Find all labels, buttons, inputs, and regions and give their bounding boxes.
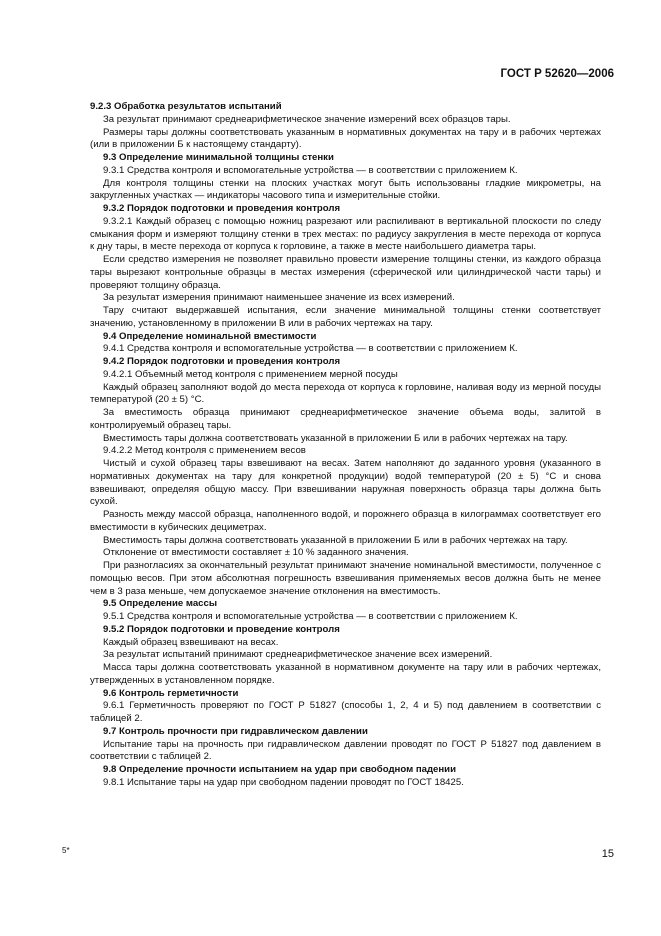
paragraph: Каждый образец заполняют водой до места перехода от корпуса к горловине, наливая воду из мерной посуды температурой (20 ± 5) °С. [90,381,601,406]
paragraph: 9.3.1 Средства контроля и вспомогательные устройства — в соответствии с приложением К. [103,164,518,176]
paragraph: Разность между массой образца, наполненного водой, и порожнего образца в килограммах соответствует его вместимости в кубических дециметрах. [90,509,601,533]
section-heading: 9.4.2 Порядок подготовки и проведения контроля [103,356,341,367]
paragraph: Для контроля толщины стенки на плоских участках могут быть использованы гладкие микрометры, на закругленных участках — индикаторы часового типа и измерительные стойки. [90,177,601,202]
paragraph: 9.4.2.1 Объемный метод контроля с применением мерной посуды [103,368,398,380]
paragraph: Каждый образец взвешивают на весах. [103,636,279,648]
section-heading: 9.8 Определение прочности испытанием на удар при свободном падении [103,764,456,775]
section-heading: 9.6 Контроль герметичности [103,687,239,699]
paragraph: За результат измерения принимают наименьшее значение из всех измерений. [103,292,455,304]
sheet-mark: 5* [62,846,70,855]
section-heading: 9.5.2 Порядок подготовки и проведение контроля [103,623,340,635]
paragraph: Вместимость тары должна соответствовать указанной в приложении Б или в рабочих чертежах на тару. [103,432,568,444]
section-heading: 9.4 Определение номинальной вместимости [103,330,317,342]
paragraph: Чистый и сухой образец тары взвешивают на весах. Затем наполняют до заданного уровня (указанного в нормативных документах на тару для конкретной продукции) водой температурой (20 ± 5) °С и снова взвешивают, определяя общую массу. При взвешивании наружная поверхность образца тары должна быть сухой. [90,458,601,508]
paragraph: За результат испытаний принимают среднеарифметическое значение всех измерений. [103,649,493,661]
paragraph: Тару считают выдержавшей испытания, если значение минимальной толщины стенки соответствует значению, установленному в приложении В или в рабочих чертежах на тару. [90,305,601,329]
paragraph: 9.8.1 Испытание тары на удар при свободном падении проводят по ГОСТ 18425. [103,776,464,788]
paragraph: Отклонение от вместимости составляет ± 10 % заданного значения. [103,547,409,559]
section-heading: 9.5 Определение массы [103,598,218,610]
paragraph: Если средство измерения не позволяет правильно провести измерение толщины стенки, из каждого образца тары вырезают контрольные образцы в местах измерения (сферической или цилиндрической части тары) и проверяют толщину образца. [90,254,601,291]
paragraph: При разногласиях за окончательный результат принимают значение номинальной вместимости, полученное с помощью весов. При этом абсолютная погрешность взвешивания применяемых весов должна быть не менее чем в 3 раза меньше, чем допускаемое значение отклонения на вместимость. [90,560,601,597]
section-heading: 9.7 Контроль прочности при гидравлическом давлении [103,725,368,737]
section-heading: 9.3.2 Порядок подготовки и проведения контроля [103,203,341,214]
paragraph: 9.5.1 Средства контроля и вспомогательные устройства — в соответствии с приложением К. [103,611,518,622]
paragraph: 9.4.1 Средства контроля и вспомогательные устройства — в соответствии с приложением К. [103,343,518,355]
paragraph: 9.6.1 Герметичность проверяют по ГОСТ Р 51827 (способы 1, 2, 4 и 5) под давлением в соответствии с таблицей 2. [90,700,601,724]
paragraph: 9.4.2.2 Метод контроля с применением весов [103,445,306,457]
section-heading: 9.2.3 Обработка результатов испытаний [90,101,282,112]
paragraph: За результат принимают среднеарифметическое значение измерений всех образцов тары. [103,113,511,125]
paragraph: Размеры тары должны соответствовать указанным в нормативных документах на тару и в рабочих чертежах (или в приложении Б к настоящему стандарту). [90,126,601,151]
paragraph: Испытание тары на прочность при гидравлическом давлении проводят по ГОСТ Р 51827 под давлением в соответствии с таблицей 2. [90,738,601,763]
paragraph: 9.3.2.1 Каждый образец с помощью ножниц разрезают или распиливают в вертикальной плоскости по следу смыкания форм и измеряют толщину стенки в трех местах: по радиусу закругления в месте перехода от корпуса к дну тары, в месте перехода от корпуса к горловине, а также в месте наибольшего диаметра тары. [90,215,601,253]
page-number: 15 [601,848,614,860]
section-heading: 9.3 Определение минимальной толщины стенки [103,152,334,163]
document-body [90,101,601,790]
paragraph: Вместимость тары должна соответствовать указанной в приложении Б или в рабочих чертежах на тару. [103,534,568,546]
paragraph: Масса тары должна соответствовать указанной в нормативном документе на тару или в рабочих чертежах, утвержденных в установленном порядке. [90,662,601,686]
paragraph: За вместимость образца принимают среднеарифметическое значение объема воды, залитой в контролируемый образец тары. [90,407,601,431]
document-header: ГОСТ Р 52620—2006 [500,68,614,80]
